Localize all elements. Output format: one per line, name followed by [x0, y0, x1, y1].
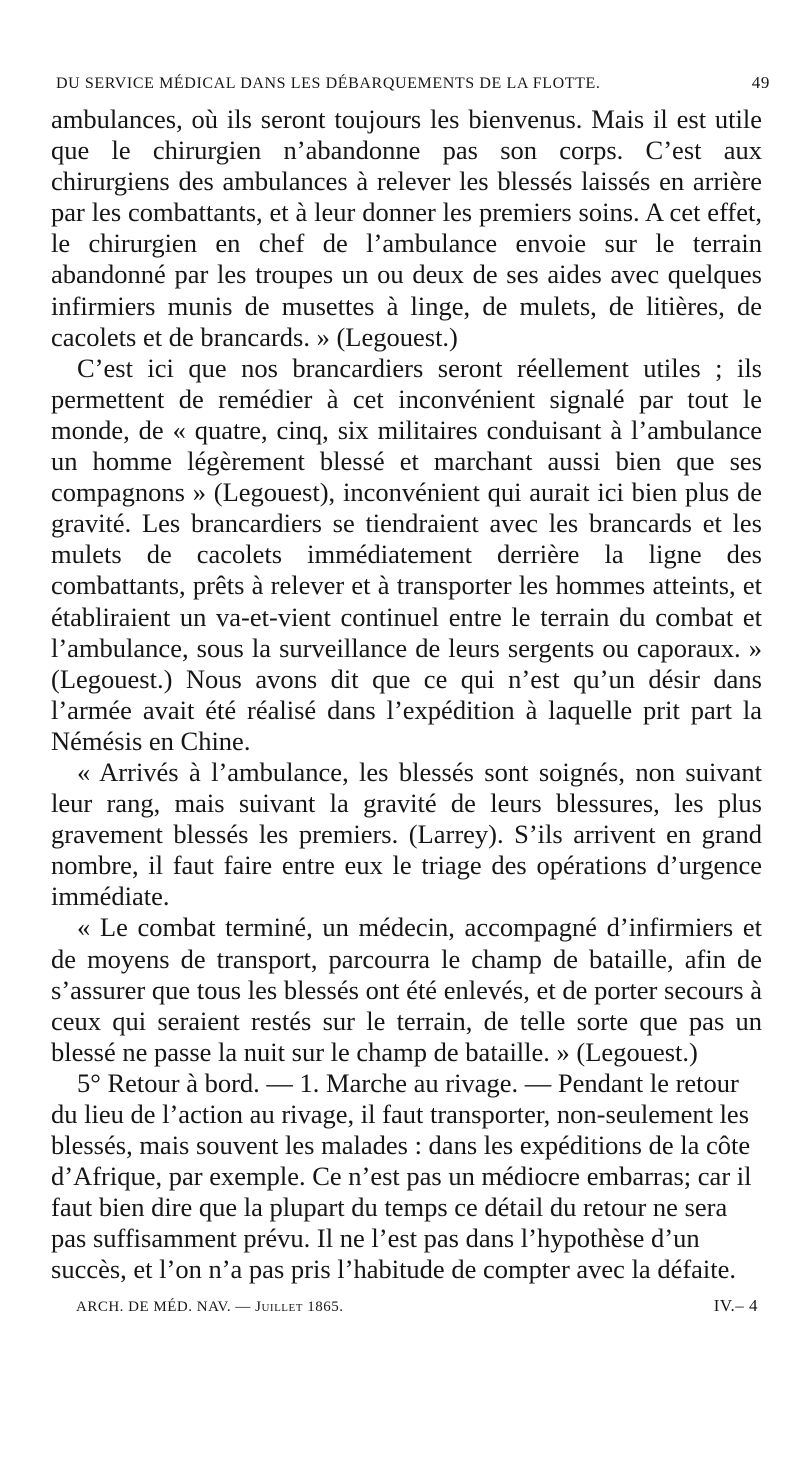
page-number: 49: [751, 73, 770, 92]
signature-mark: IV.– 4: [713, 1295, 758, 1315]
document-page: [46, 72, 770, 1316]
body-text: [51, 104, 762, 1286]
paragraph-section-retour: 5° Retour à bord. — 1. Marche au rivage. — Pendant le retour du lieu de l’action au rivage, il faut transporter, non-seulement les blessés, mais souvent les malades : dans les expéditions de la côte d’Afrique, par exemple. Ce n’est pas un médiocre embarras; car il faut bien dire que la plupart du temps ce détail du retour ne sera pas suffisamment prévu. Il ne l’est pas dans l’hypothèse d’un succès, et l’on n’a pas pris l’habitude de compter avec la défaite.: [51, 1067, 752, 1285]
paragraph: « Le combat terminé, un médecin, accompagné d’infirmiers et de moyens de transport, parcourra le champ de bataille, afin de s’assurer que tous les blessés ont été enlevés, et de porter secours à ceux qui seraient restés sur le terrain, de telle sorte que pas un blessé ne passe la nuit sur le champ de bataille. » (Legouest.): [51, 912, 762, 1067]
page-footer: [76, 1296, 758, 1316]
journal-citation: ARCH. DE MÉD. NAV. — Juillet 1865.: [76, 1298, 344, 1315]
paragraph: « Arrivés à l’ambulance, les blessés sont soignés, non suivant leur rang, mais suivant la gravité de leurs blessures, les plus gravement blessés les premiers. (Larrey). S’ils arrivent en grand nombre, il faut faire entre eux le triage des opérations d’urgence immédiate.: [51, 756, 762, 912]
paragraph-continued: ambulances, où ils seront toujours les bienvenus. Mais il est utile que le chirurgien n’abandonne pas son corps. C’est aux chirurgiens des ambulances à relever les blessés laissés en arrière par les combattants, et à leur donner les premiers soins. A cet effet, le chirurgien en chef de l’ambulance envoie sur le terrain abandonné par les troupes un ou deux de ses aides avec quelques infirmiers munis de musettes à linge, de mulets, de litières, de cacolets et de brancards. » (Legouest.): [51, 104, 762, 352]
running-title: DU SERVICE MÉDICAL DANS LES DÉBARQUEMENTS DE LA FLOTTE.: [56, 75, 601, 92]
running-header: [56, 72, 770, 98]
paragraph: C’est ici que nos brancardiers seront réellement utiles ; ils permettent de remédier à cet inconvénient signalé par tout le monde, de « quatre, cinq, six militaires conduisant à l’ambulance un homme légèrement blessé et marchant aussi bien que ses compagnons » (Legouest), inconvénient qui aurait ici bien plus de gravité. Les brancardiers se tiendraient avec les brancards et les mulets de cacolets immédiatement derrière la ligne des combattants, prêts à relever et à transporter les hommes atteints, et établiraient un va-et-vient continuel entre le terrain du combat et l’ambulance, sous la surveillance de leurs sergents ou caporaux. » (Legouest.) Nous avons dit que ce qui n’est qu’un désir dans l’armée avait été réalisé dans l’expédition à laquelle prit part la Némésis en Chine.: [51, 352, 762, 756]
